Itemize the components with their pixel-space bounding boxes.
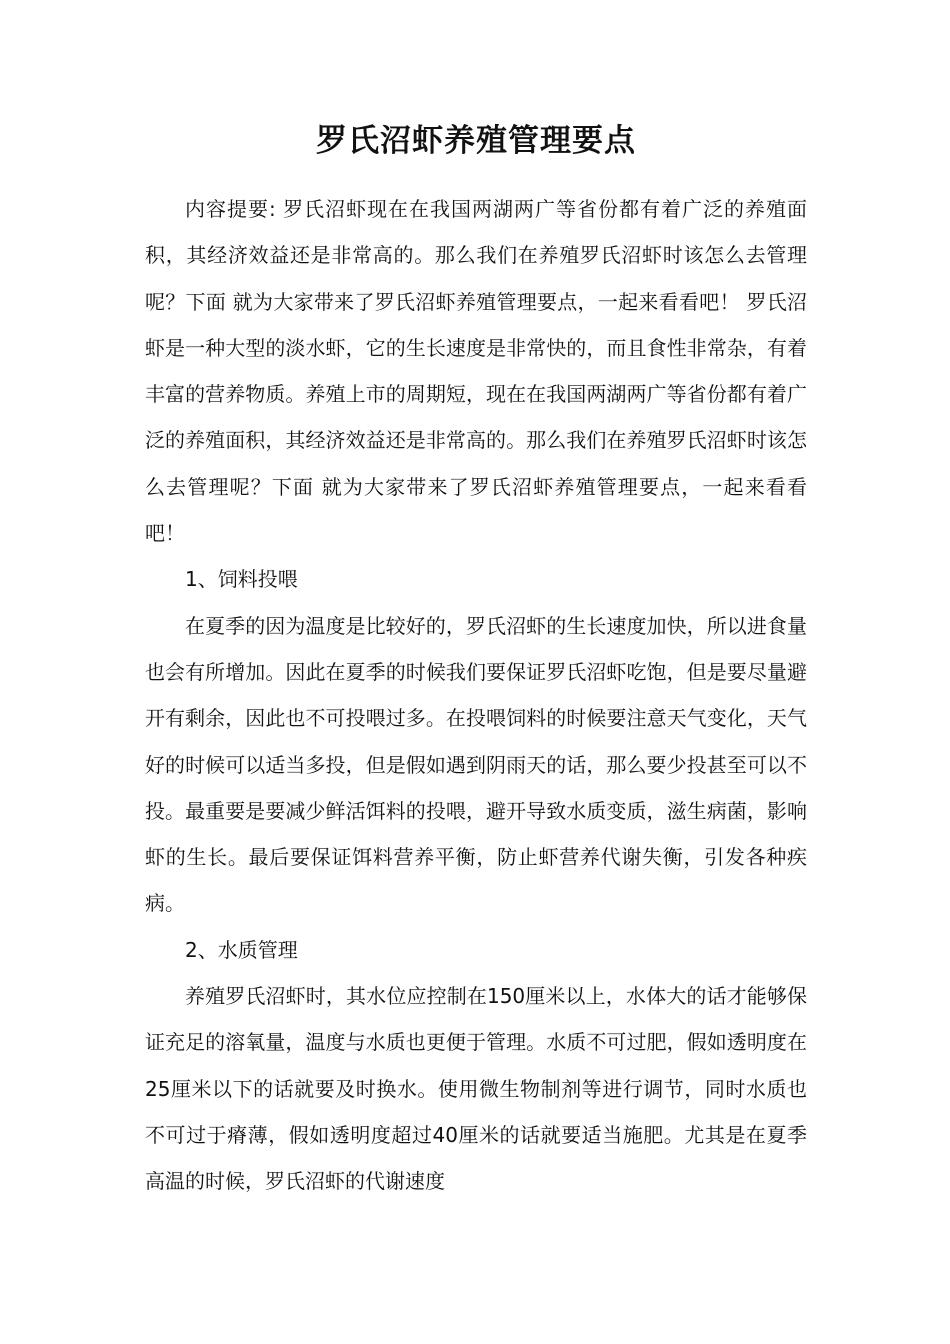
section-heading-feeding: 1、饲料投喂 [185, 567, 298, 592]
section-body-feeding: 在夏季的因为温度是比较好的，罗氏沼虾的生长速度加快，所以进食量也会有所增加。因此在夏季的时候我们要保证罗氏沼虾吃饱，但是要尽量避开有剩余，因此也不可投喂过多。在投喂饲料的时候要注意天气变化，天气好的时候可以适当多投，但是假如遇到阴雨天的话，那么要少投甚至可以不投。最重要是要减少鲜活饵料的投喂，避开导致水质变质，滋生病菌，影响虾的生长。最后要保证饵料营养平衡，防止虾营养代谢失衡，引发各种疾病。 [145, 613, 807, 916]
document-title: 罗氏沼虾养殖管理要点 [316, 123, 636, 159]
section-heading-water: 2、水质管理 [185, 937, 298, 962]
intro-paragraph: 内容提要: 罗氏沼虾现在在我国两湖两广等省份都有着广泛的养殖面积，其经济效益还是非常高的。那么我们在养殖罗氏沼虾时该怎么去管理呢？下面 就为大家带来了罗氏沼虾养殖管理要点，一起来看看吧！ 罗氏沼虾是一种大型的淡水虾，它的生长速度是非常快的，而且食性非常杂，有着丰富的营养物质。养殖上市的周期短，现在在我国两湖两广等省份都有着广泛的养殖面积，其经济效益还是非常高的。那么我们在养殖罗氏沼虾时该怎么去管理呢？下面 就为大家带来了罗氏沼虾养殖管理要点，一起来看看吧！ [145, 197, 807, 546]
section-body-water: 养殖罗氏沼虾时，其水位应控制在150厘米以上，水体大的话才能够保证充足的溶氧量，温度与水质也更便于管理。水质不可过肥，假如透明度在25厘米以下的话就要及时换水。使用微生物制剂等进行调节，同时水质也不可过于瘠薄，假如透明度超过40厘米的话就要适当施肥。尤其是在夏季高温的时候，罗氏沼虾的代谢速度 [145, 984, 807, 1194]
document-content [145, 118, 807, 1205]
